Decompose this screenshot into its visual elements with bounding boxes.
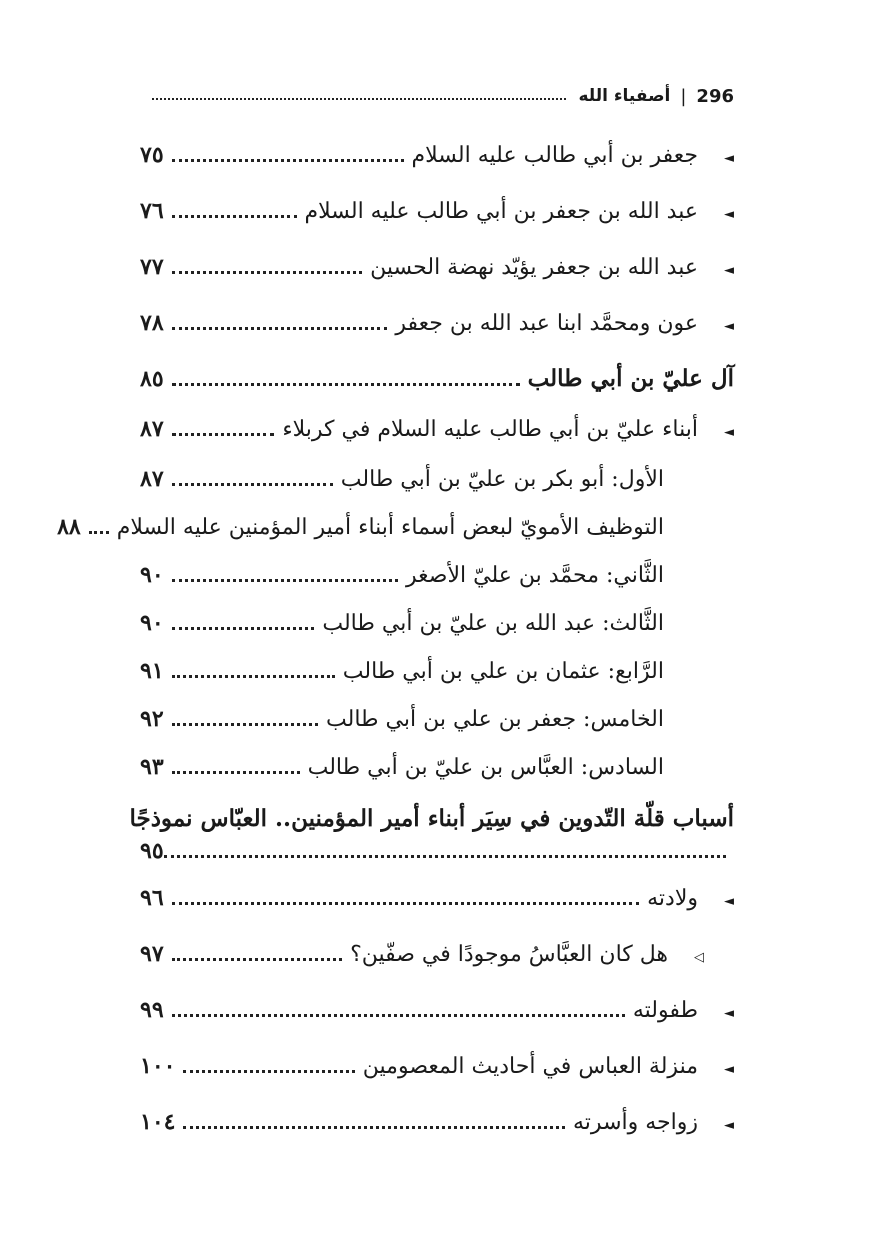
toc-subentry-label: الثَّاني: محمَّد بن عليّ الأصغر (406, 563, 664, 588)
toc-heading-page: ٩٥ (140, 838, 164, 864)
toc-entry-page: ٧٧ (140, 254, 164, 280)
toc-heading-leader-line (140, 835, 734, 867)
leader-dots (172, 215, 297, 218)
arrow-marker-icon: ◄ (724, 1062, 734, 1077)
toc-subentry[interactable] (140, 704, 734, 735)
toc-entry-label: ولادته (647, 886, 698, 911)
toc-entry[interactable] (140, 414, 734, 448)
arrow-marker-icon: ◄ (724, 1118, 734, 1133)
toc-entry[interactable] (140, 308, 734, 342)
toc-subentry[interactable] (140, 656, 734, 687)
arrow-marker-icon: ◄ (724, 425, 734, 440)
toc-entry-label: زواجه وأسرته (573, 1110, 698, 1135)
toc-subentry[interactable] (140, 752, 734, 783)
toc-subentry-page: ٩٢ (140, 706, 164, 732)
header-separator: | (680, 85, 687, 107)
toc-entry[interactable] (140, 1051, 734, 1085)
leader-dots (172, 723, 318, 726)
toc-subentry-label: الخامس: جعفر بن علي بن أبي طالب (326, 707, 664, 732)
leader-dots (172, 159, 404, 162)
toc-entry-label: منزلة العباس في أحاديث المعصومين (362, 1054, 698, 1079)
toc-section-heading[interactable] (140, 364, 734, 394)
toc-entry-label: طفولته (632, 998, 698, 1023)
leader-dots (172, 627, 315, 630)
toc-entry[interactable] (140, 252, 734, 286)
leader-dots (172, 902, 639, 905)
toc-subentry[interactable] (140, 464, 734, 495)
arrow-marker-icon: ◄ (724, 1006, 734, 1021)
toc-entry-label: عبد الله بن جعفر يؤيّد نهضة الحسين (370, 255, 698, 280)
toc-subentry-page: ٩١ (140, 658, 164, 684)
toc-subentry-page: ٩٠ (140, 610, 164, 636)
leader-dots (89, 531, 109, 534)
running-header (140, 80, 734, 112)
arrow-marker-icon: ◄ (724, 263, 734, 278)
toc-heading-page: ٨٥ (140, 366, 164, 392)
leader-dots (172, 483, 333, 486)
toc-entry-label: أبناء عليّ بن أبي طالب عليه السلام في كربلاء (282, 417, 698, 442)
leader-dots (172, 579, 398, 582)
leader-dots (172, 433, 275, 436)
toc-entry-page: ١٠٠ (140, 1053, 176, 1079)
leader-dots (172, 271, 363, 274)
leader-dots (172, 327, 388, 330)
arrow-marker-icon: ◄ (724, 894, 734, 909)
toc-entry-label: عون ومحمَّد ابنا عبد الله بن جعفر (395, 311, 698, 336)
toc-entry[interactable] (140, 883, 734, 917)
toc-subentry[interactable] (140, 608, 734, 639)
arrow-marker-icon: ◄ (724, 319, 734, 334)
table-of-contents (57, 140, 734, 1141)
toc-subentry-label: الثَّالث: عبد الله بن عليّ بن أبي طالب (322, 611, 664, 636)
toc-subentry-label: الرَّابع: عثمان بن علي بن أبي طالب (342, 659, 664, 684)
page-number: 296 (696, 85, 734, 107)
toc-subentry-label: السادس: العبَّاس بن عليّ بن أبي طالب (307, 755, 664, 780)
toc-subentry-label: التوظيف الأمويّ لبعض أسماء أبناء أمير المؤمنين عليه السلام (116, 515, 664, 540)
toc-entry-page: ٧٨ (140, 310, 164, 336)
toc-section-heading[interactable] (129, 803, 734, 867)
toc-entry-label: جعفر بن أبي طالب عليه السلام (411, 143, 698, 168)
toc-entry[interactable] (140, 1107, 734, 1141)
toc-entry-page: ٩٧ (140, 941, 164, 967)
toc-heading-label: آل عليّ بن أبي طالب (527, 365, 734, 392)
toc-entry-page: ٧٦ (140, 198, 164, 224)
hollow-arrow-marker-icon: ◁ (694, 950, 704, 965)
toc-heading-label: أسباب قلّة التّدوين في سِيَر أبناء أمير المؤمنين.. العبّاس نموذجًا (129, 805, 734, 832)
toc-subentry[interactable] (140, 560, 734, 591)
toc-subentry-page: ٨٧ (140, 466, 164, 492)
toc-entry-page: ١٠٤ (140, 1109, 176, 1135)
leader-dots (172, 383, 520, 386)
book-title: أصفياء الله (578, 86, 671, 106)
toc-subentry-label: الأول: أبو بكر بن عليّ بن أبي طالب (340, 467, 664, 492)
toc-subentry[interactable] (140, 939, 734, 973)
leader-dots (172, 771, 300, 774)
leader-dots (183, 1070, 354, 1073)
leader-dots (172, 675, 335, 678)
toc-subentry-page: ٨٨ (57, 514, 81, 540)
toc-subentry-page: ٩٣ (140, 754, 164, 780)
toc-entry-page: ٧٥ (140, 142, 164, 168)
leader-dots (183, 1126, 565, 1129)
toc-entry[interactable] (140, 140, 734, 174)
toc-entry[interactable] (140, 196, 734, 230)
leader-dots (164, 855, 726, 858)
toc-entry-label: عبد الله بن جعفر بن أبي طالب عليه السلام (304, 199, 698, 224)
leader-dots (172, 958, 342, 961)
arrow-marker-icon: ◄ (724, 207, 734, 222)
toc-subentry[interactable] (57, 512, 734, 543)
leader-dots (172, 1014, 625, 1017)
toc-entry-page: ٨٧ (140, 416, 164, 442)
toc-subentry-page: ٩٠ (140, 562, 164, 588)
header-leader-dots (152, 98, 566, 100)
toc-entry-page: ٩٩ (140, 997, 164, 1023)
arrow-marker-icon: ◄ (724, 151, 734, 166)
toc-entry-page: ٩٦ (140, 885, 164, 911)
toc-entry-label: هل كان العبَّاسُ موجودًا في صفّين؟ (350, 942, 668, 967)
toc-entry[interactable] (140, 995, 734, 1029)
